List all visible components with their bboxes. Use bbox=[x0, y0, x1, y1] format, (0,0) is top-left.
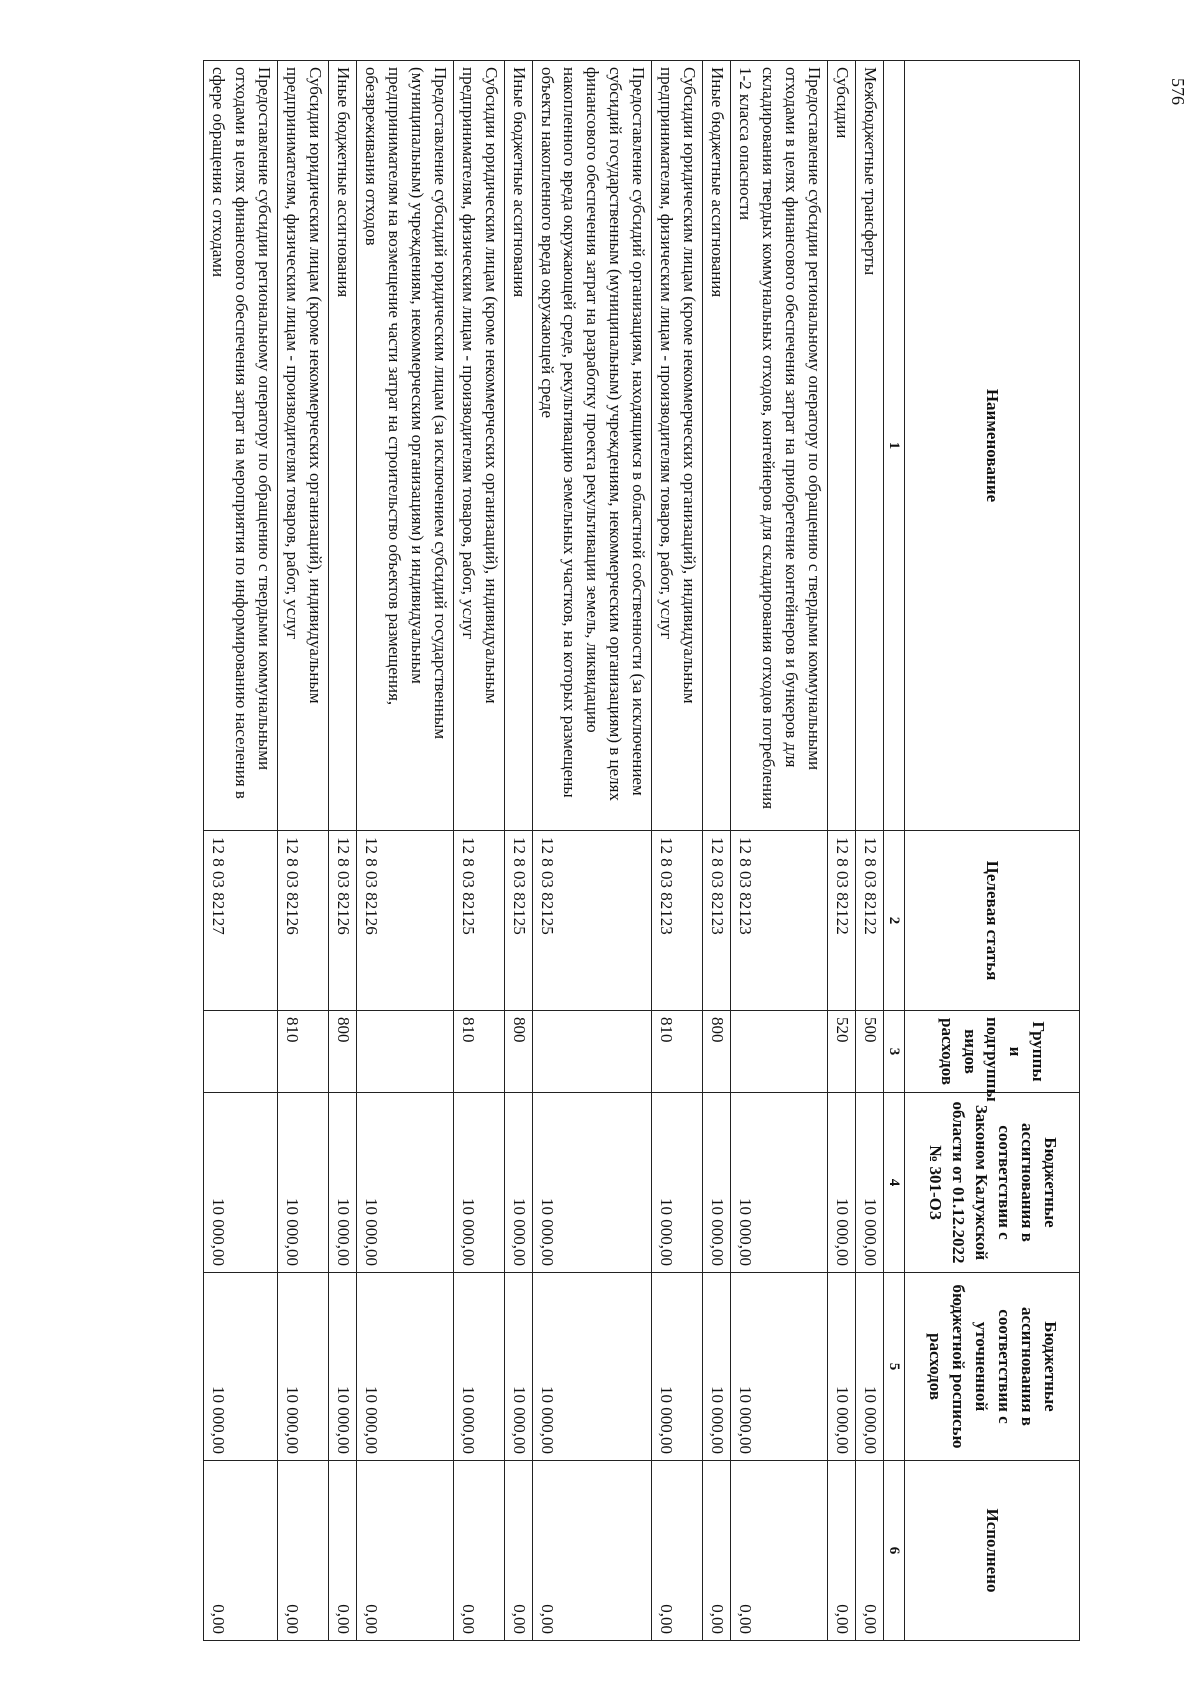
row-target-code: 12 8 03 82122 bbox=[827, 831, 855, 1011]
row-law-amount: 10 000,00 bbox=[652, 1093, 703, 1273]
row-expense-group bbox=[204, 1011, 278, 1093]
row-refined-amount: 10 000,00 bbox=[329, 1273, 357, 1461]
column-number: 6 bbox=[883, 1461, 904, 1641]
row-name: Иные бюджетные ассигнования bbox=[703, 61, 731, 831]
row-law-amount: 10 000,00 bbox=[204, 1093, 278, 1273]
row-target-code: 12 8 03 82126 bbox=[278, 831, 329, 1011]
table-row bbox=[504, 61, 532, 1641]
row-name: Межбюджетные трансферты bbox=[855, 61, 883, 831]
row-law-amount: 10 000,00 bbox=[827, 1093, 855, 1273]
header-group: Группы и подгруппы видов расходов bbox=[905, 1011, 1080, 1093]
row-expense-group: 810 bbox=[278, 1011, 329, 1093]
row-expense-group: 500 bbox=[855, 1011, 883, 1093]
column-number: 2 bbox=[883, 831, 904, 1011]
row-refined-amount: 10 000,00 bbox=[703, 1273, 731, 1461]
row-expense-group: 520 bbox=[827, 1011, 855, 1093]
row-name: Иные бюджетные ассигнования bbox=[329, 61, 357, 831]
row-executed-amount: 0,00 bbox=[703, 1461, 731, 1641]
row-name: Предоставление субсидий юридическим лицам (за исключением субсидий государственным (муниципальным) учреждениям, некоммерческим организациям) и индивидуальным предпринимателям на возмещение части затрат на строительство объектов размещения, обезвреживания отходов bbox=[357, 61, 454, 831]
column-number-row bbox=[883, 61, 904, 1641]
row-target-code: 12 8 03 82122 bbox=[855, 831, 883, 1011]
row-law-amount: 10 000,00 bbox=[703, 1093, 731, 1273]
table-row bbox=[453, 61, 504, 1641]
row-target-code: 12 8 03 82126 bbox=[329, 831, 357, 1011]
header-executed: Исполнено bbox=[905, 1461, 1080, 1641]
page-number: 576 bbox=[1168, 78, 1188, 105]
row-executed-amount: 0,00 bbox=[453, 1461, 504, 1641]
row-refined-amount: 10 000,00 bbox=[827, 1273, 855, 1461]
header-law: Бюджетные ассигнования в соответствии с Законом Калужской области от 01.12.2022 № 301-ОЗ bbox=[905, 1093, 1080, 1273]
row-name: Субсидии юридическим лицам (кроме некоммерческих организаций), индивидуальным предпринимателям, физическим лицам - производителям товаров, работ, услуг bbox=[278, 61, 329, 831]
row-refined-amount: 10 000,00 bbox=[532, 1273, 652, 1461]
row-law-amount: 10 000,00 bbox=[357, 1093, 454, 1273]
header-code: Целевая статья bbox=[905, 831, 1080, 1011]
row-expense-group bbox=[357, 1011, 454, 1093]
row-name: Предоставление субсидии региональному оператору по обращению с твердыми коммунальными отходами в целях финансового обеспечения затрат на мероприятия по информированию населения в сфере обращения с отходами bbox=[204, 61, 278, 831]
row-target-code: 12 8 03 82127 bbox=[204, 831, 278, 1011]
row-executed-amount: 0,00 bbox=[532, 1461, 652, 1641]
row-target-code: 12 8 03 82125 bbox=[453, 831, 504, 1011]
row-law-amount: 10 000,00 bbox=[504, 1093, 532, 1273]
row-target-code: 12 8 03 82123 bbox=[703, 831, 731, 1011]
row-refined-amount: 10 000,00 bbox=[453, 1273, 504, 1461]
row-law-amount: 10 000,00 bbox=[278, 1093, 329, 1273]
row-target-code: 12 8 03 82123 bbox=[652, 831, 703, 1011]
table-row bbox=[827, 61, 855, 1641]
row-name: Субсидии bbox=[827, 61, 855, 831]
row-executed-amount: 0,00 bbox=[827, 1461, 855, 1641]
table-row bbox=[652, 61, 703, 1641]
row-expense-group: 800 bbox=[329, 1011, 357, 1093]
row-name: Субсидии юридическим лицам (кроме некоммерческих организаций), индивидуальным предпринимателям, физическим лицам - производителям товаров, работ, услуг bbox=[453, 61, 504, 831]
row-law-amount: 10 000,00 bbox=[329, 1093, 357, 1273]
row-law-amount: 10 000,00 bbox=[532, 1093, 652, 1273]
table-row bbox=[855, 61, 883, 1641]
row-executed-amount: 0,00 bbox=[855, 1461, 883, 1641]
row-target-code: 12 8 03 82125 bbox=[504, 831, 532, 1011]
table-row bbox=[532, 61, 652, 1641]
row-law-amount: 10 000,00 bbox=[453, 1093, 504, 1273]
row-expense-group: 810 bbox=[453, 1011, 504, 1093]
row-expense-group bbox=[731, 1011, 828, 1093]
row-target-code: 12 8 03 82126 bbox=[357, 831, 454, 1011]
row-refined-amount: 10 000,00 bbox=[278, 1273, 329, 1461]
row-refined-amount: 10 000,00 bbox=[357, 1273, 454, 1461]
row-executed-amount: 0,00 bbox=[731, 1461, 828, 1641]
column-number: 4 bbox=[883, 1093, 904, 1273]
row-expense-group: 810 bbox=[652, 1011, 703, 1093]
row-name: Иные бюджетные ассигнования bbox=[504, 61, 532, 831]
row-refined-amount: 10 000,00 bbox=[504, 1273, 532, 1461]
row-executed-amount: 0,00 bbox=[204, 1461, 278, 1641]
table-row bbox=[329, 61, 357, 1641]
header-name: Наименование bbox=[905, 61, 1080, 831]
header-row bbox=[905, 61, 1080, 1641]
table-row bbox=[204, 61, 278, 1641]
table-row bbox=[731, 61, 828, 1641]
row-executed-amount: 0,00 bbox=[652, 1461, 703, 1641]
row-expense-group: 800 bbox=[504, 1011, 532, 1093]
row-name: Предоставление субсидий организациям, находящимся в областной собственности (за исключением субсидий государственным (муниципальным) учреждениям, некоммерческим организациям) в целях финансового обеспечения затрат на разработку проекта рекультивации земель, ликвидацию накопленного вреда окружающей среде, рекультивацию земельных участков, на которых размещены объекты накопленного вреда окружающей среде bbox=[532, 61, 652, 831]
row-law-amount: 10 000,00 bbox=[855, 1093, 883, 1273]
row-executed-amount: 0,00 bbox=[357, 1461, 454, 1641]
document-sheet bbox=[90, 60, 1080, 1640]
row-expense-group bbox=[532, 1011, 652, 1093]
row-refined-amount: 10 000,00 bbox=[652, 1273, 703, 1461]
row-expense-group: 800 bbox=[703, 1011, 731, 1093]
row-executed-amount: 0,00 bbox=[504, 1461, 532, 1641]
table-row bbox=[357, 61, 454, 1641]
budget-table bbox=[203, 60, 1080, 1641]
row-target-code: 12 8 03 82123 bbox=[731, 831, 828, 1011]
row-name: Предоставление субсидии региональному оператору по обращению с твердыми коммунальными отходами в целях финансового обеспечения затрат на приобретение контейнеров и бункеров для складирования твердых коммунальных отходов, контейнеров для складирования отходов потребления 1-2 класса опасности bbox=[731, 61, 828, 831]
column-number: 5 bbox=[883, 1273, 904, 1461]
row-target-code: 12 8 03 82125 bbox=[532, 831, 652, 1011]
row-executed-amount: 0,00 bbox=[329, 1461, 357, 1641]
column-number: 3 bbox=[883, 1011, 904, 1093]
row-refined-amount: 10 000,00 bbox=[731, 1273, 828, 1461]
row-name: Субсидии юридическим лицам (кроме некоммерческих организаций), индивидуальным предпринимателям, физическим лицам - производителям товаров, работ, услуг bbox=[652, 61, 703, 831]
column-number: 1 bbox=[883, 61, 904, 831]
row-law-amount: 10 000,00 bbox=[731, 1093, 828, 1273]
header-refined: Бюджетные ассигнования в соответствии с уточненной бюджетной росписью расходов bbox=[905, 1273, 1080, 1461]
table-row bbox=[703, 61, 731, 1641]
row-executed-amount: 0,00 bbox=[278, 1461, 329, 1641]
row-refined-amount: 10 000,00 bbox=[855, 1273, 883, 1461]
row-refined-amount: 10 000,00 bbox=[204, 1273, 278, 1461]
table-row bbox=[278, 61, 329, 1641]
